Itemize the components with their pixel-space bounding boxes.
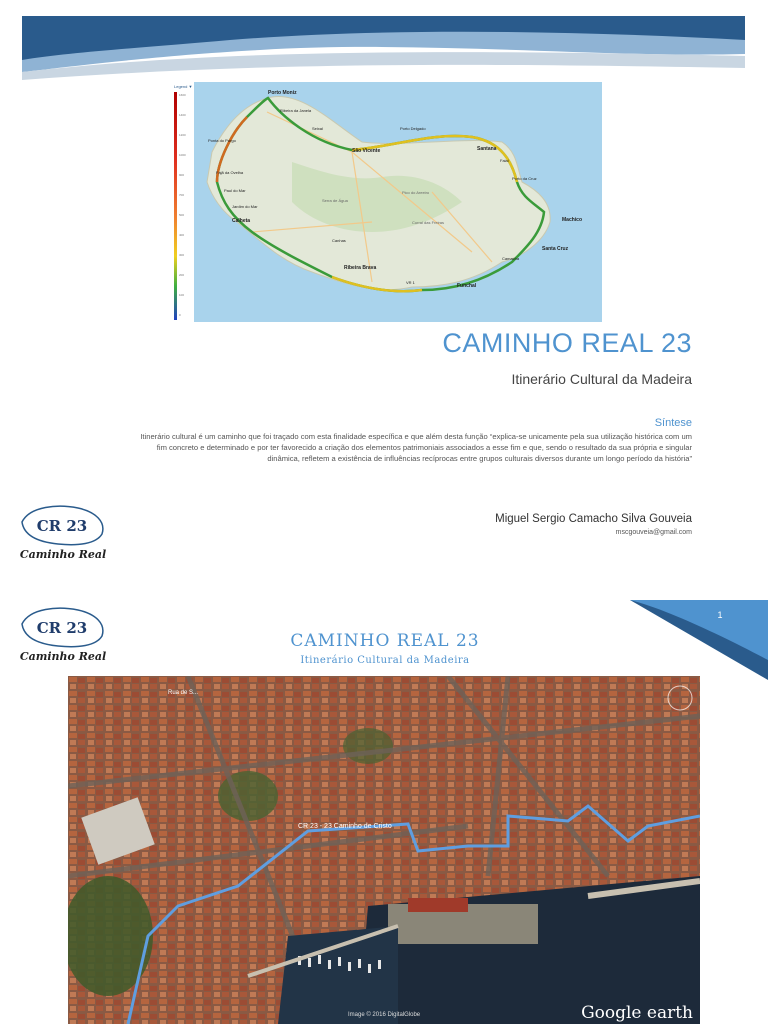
place-label: VR 1 <box>406 280 415 285</box>
svg-text:200: 200 <box>179 273 185 277</box>
street-label: Rua de S... <box>168 690 199 696</box>
svg-text:500: 500 <box>179 213 185 217</box>
place-label: Calheta <box>232 218 251 224</box>
cr23-logo <box>18 604 108 666</box>
page-corner-ribbon <box>630 600 768 680</box>
logo-badge: CR 23 <box>36 619 88 637</box>
document-title: CAMINHO REAL 23 <box>442 328 692 358</box>
svg-text:700: 700 <box>179 193 185 197</box>
place-label: Porto Delgado <box>400 126 426 131</box>
place-label: Camacha <box>502 256 520 261</box>
author-email[interactable]: mscgouveia@gmail.com <box>615 529 692 536</box>
logo-script: Caminho Real <box>19 650 107 663</box>
svg-text:1000: 1000 <box>179 153 186 157</box>
place-label: Porto da Cruz <box>512 176 537 181</box>
svg-text:1600: 1600 <box>179 93 186 97</box>
place-label: Jardim do Mar <box>232 204 258 209</box>
section-heading: Síntese <box>654 417 692 429</box>
route-map <box>172 82 602 322</box>
place-label: Serra de Água <box>322 198 348 203</box>
route-label: CR 23 - 23 Caminho de Cristo <box>298 823 392 830</box>
slide-subtitle: Itinerário Cultural da Madeira <box>300 655 470 666</box>
svg-text:1400: 1400 <box>179 113 186 117</box>
svg-text:400: 400 <box>179 233 185 237</box>
place-label: São Vicente <box>352 148 381 154</box>
page-number: 1 <box>717 610 723 620</box>
svg-text:900: 900 <box>179 173 185 177</box>
svg-text:100: 100 <box>179 293 185 297</box>
place-label: Curral das Freiras <box>412 220 445 225</box>
header-banner <box>0 0 768 90</box>
aerial-photo <box>68 676 700 1024</box>
place-label: Paul do Mar <box>224 188 246 193</box>
google-earth-watermark: Google earth <box>581 1003 693 1023</box>
synopsis-text: Itinerário cultural é um caminho que foi traçado com esta finalidade específica e que além desta função “explica-se unicamente pela sua utilização histórica com um fim concreto e determinado e por ter favorecido a criação dos elementos patrimoniais associados a esse fim e que, sendo o resultado da sua própria e singular dinâmica, refletem a existência de influências recíprocas entre grupos culturais diversos durante um longo período da história” <box>140 432 692 463</box>
place-label: Pico do Areeiro <box>402 190 430 195</box>
slide-title: CAMINHO REAL 23 <box>290 631 480 651</box>
image-credit: Image © 2016 DigitalGlobe <box>348 1012 421 1018</box>
place-label: Fajã da Ovelha <box>216 170 244 175</box>
logo-badge: CR 23 <box>36 517 88 535</box>
place-label: Seixal <box>312 126 323 131</box>
author-name: Miguel Sergio Camacho Silva Gouveia <box>495 513 692 525</box>
svg-text:1200: 1200 <box>179 133 186 137</box>
elevation-legend <box>172 82 194 322</box>
place-label: Santana <box>477 146 497 152</box>
place-label: Canhas <box>332 238 346 243</box>
logo-script: Caminho Real <box>19 548 107 561</box>
place-label: Porto Moniz <box>268 90 297 96</box>
place-label: Ribeira da Janela <box>280 108 312 113</box>
place-label: Machico <box>562 217 583 223</box>
document-subtitle: Itinerário Cultural da Madeira <box>511 371 692 387</box>
place-label: Faial <box>500 158 509 163</box>
place-label: Santa Cruz <box>542 246 569 252</box>
svg-text:300: 300 <box>179 253 185 257</box>
place-label: Funchal <box>457 283 477 289</box>
place-label: Ponta do Pargo <box>208 138 236 143</box>
svg-text:0: 0 <box>179 313 181 317</box>
legend-title: Legend ▼ <box>174 84 193 89</box>
place-label: Ribeira Brava <box>344 265 377 271</box>
cr23-logo <box>18 502 108 564</box>
